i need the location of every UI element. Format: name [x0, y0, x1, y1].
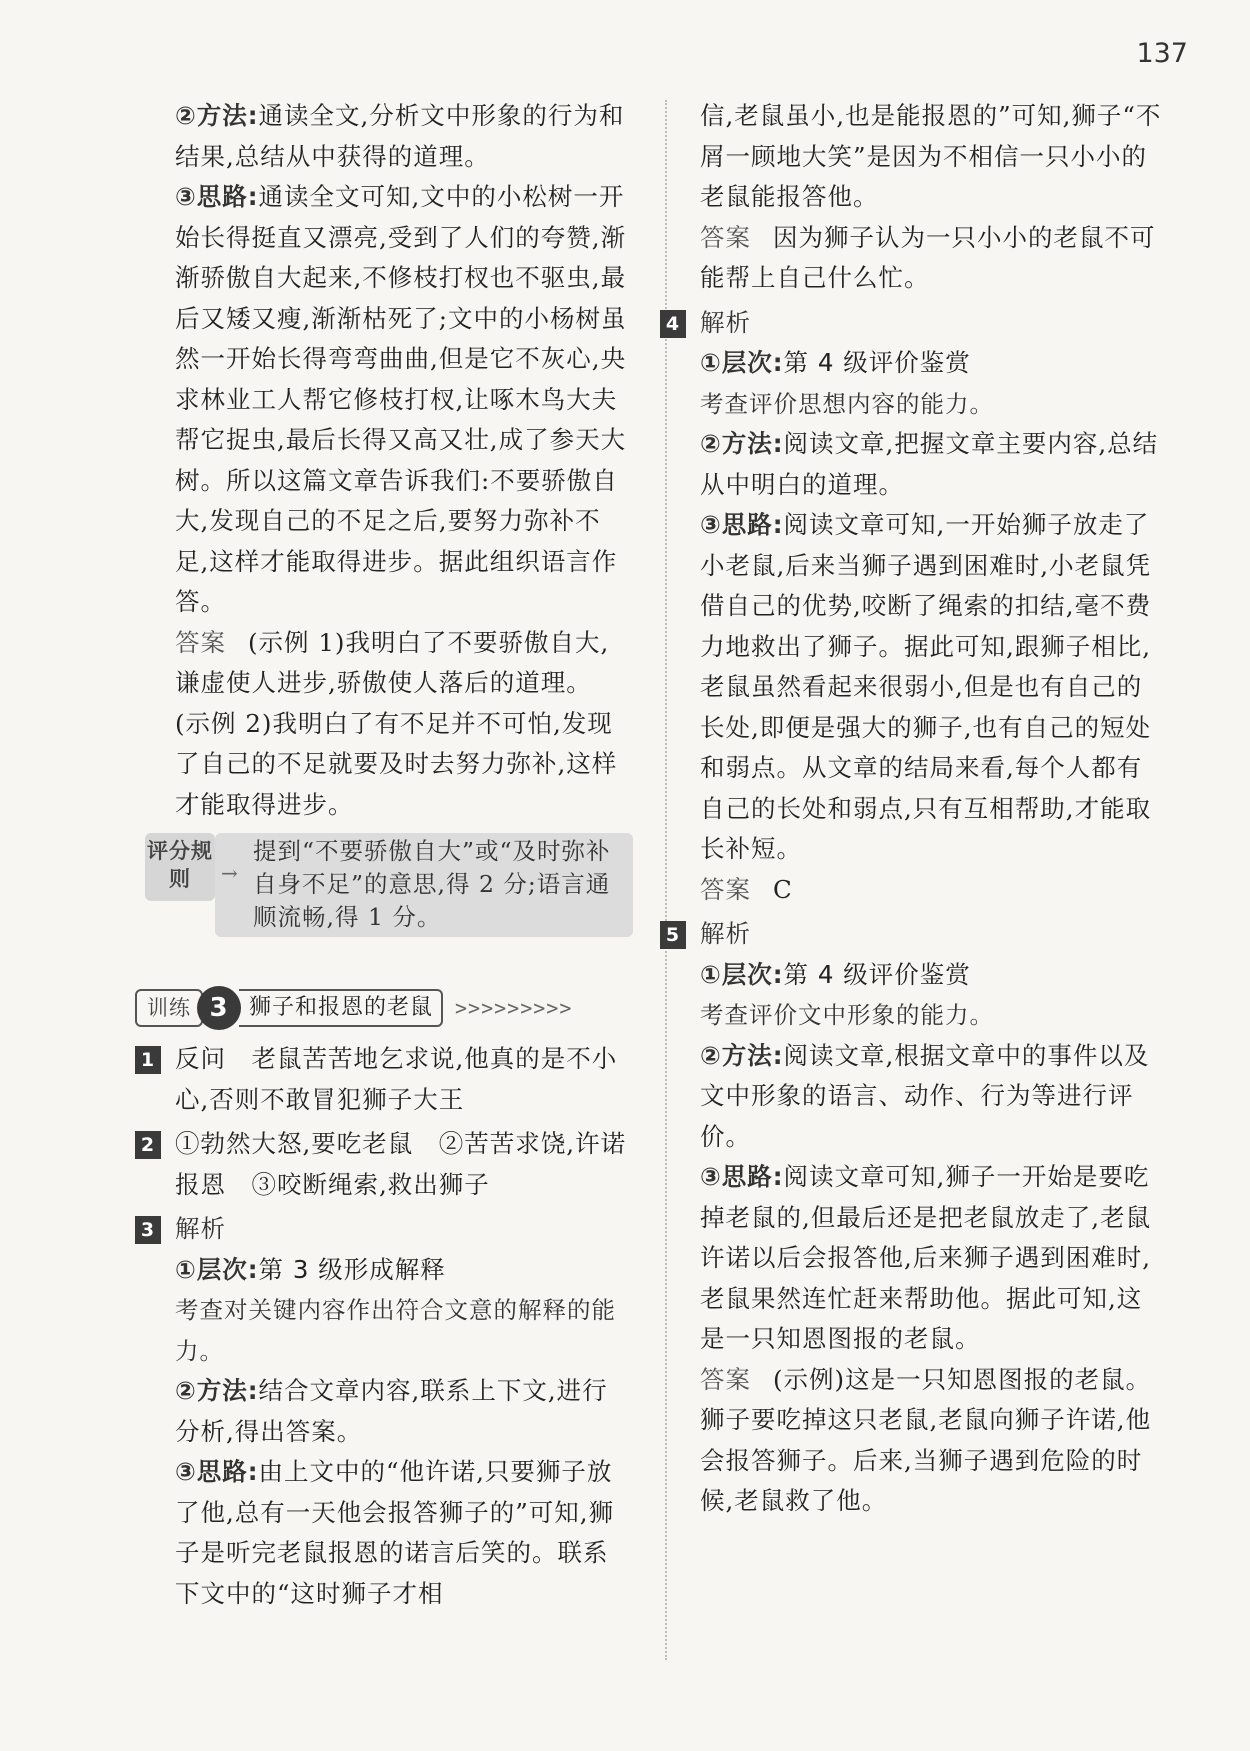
- training-header: [135, 985, 633, 1031]
- question-number-badge: 1: [135, 1046, 161, 1074]
- answer-text: C: [773, 874, 793, 904]
- idea-paragraph: [175, 177, 633, 623]
- method-label: ②方法:: [700, 429, 784, 458]
- method-label: ②方法:: [175, 101, 259, 130]
- method-text: 结合文章内容,联系上下文,进行分析,得出答案。: [175, 1376, 608, 1446]
- analysis-heading: 解析: [700, 919, 751, 948]
- analysis-heading: 解析: [700, 307, 751, 337]
- level-label: ①层次:: [700, 959, 784, 989]
- scoring-rule-text: 提到“不要骄傲自大”或“及时弥补自身不足”的意思,得 2 分;语言通顺流畅,得 1 分。: [215, 833, 633, 937]
- training-tag: 训练: [135, 989, 203, 1027]
- idea-continuation: 信,老鼠虽小,也是能报恩的”可知,狮子“不屑一顾地大笑”是因为不相信一只小小的老鼠能报答他。: [700, 101, 1162, 211]
- level-line: [700, 343, 1165, 384]
- method-paragraph: [700, 424, 1165, 505]
- answer-paragraph: [700, 1360, 1165, 1522]
- method-text: 阅读文章,根据文章中的事件以及文中形象的语言、动作、行为等进行评价。: [700, 1040, 1150, 1151]
- answer-example-1: (示例 1)我明白了不要骄傲自大,谦虚使人进步,骄傲使人落后的道理。: [175, 627, 610, 697]
- answer-example-2: (示例 2)我明白了有不足并不可怕,发现了自己的不足就要及时去努力弥补,这样才能取得进步。: [175, 708, 618, 819]
- method-text: 阅读文章,把握文章主要内容,总结从中明白的道理。: [700, 429, 1159, 499]
- method-label: ②方法:: [175, 1376, 259, 1405]
- question-number-badge: 2: [135, 1131, 161, 1159]
- idea-paragraph: [700, 505, 1165, 870]
- chevrons-icon: >>>>>>>>>: [455, 995, 573, 1020]
- question-number-badge: 3: [135, 1216, 161, 1244]
- answer-text: (示例)这是一只知恩图报的老鼠。狮子要吃掉这只老鼠,老鼠向狮子许诺,他会报答狮子。后来,当狮子遇到危险的时候,老鼠救了他。: [700, 1364, 1152, 1515]
- arrow-right-icon: →: [221, 861, 239, 885]
- idea-label: ③思路:: [700, 510, 784, 539]
- question-5-heading: [665, 914, 1165, 955]
- question-3-heading: [140, 1209, 633, 1250]
- answer-label: 答案: [700, 222, 751, 252]
- level-line: [700, 955, 1165, 996]
- method-text: 通读全文,分析文中形象的行为和结果,总结从中获得的道理。: [175, 101, 625, 171]
- level-text: 第 4 级评价鉴赏: [783, 959, 971, 989]
- idea-text: 由上文中的“他许诺,只要狮子放了他,总有一天他会报答狮子的”可知,狮子是听完老鼠报恩的诺言后笑的。联系下文中的“这时狮子才相: [175, 1457, 615, 1608]
- level-description: 考查对关键内容作出符合文意的解释的能力。: [175, 1296, 616, 1365]
- answer-text: 因为狮子认为一只小小的老鼠不可能帮上自己什么忙。: [700, 222, 1156, 292]
- question-number-badge: 4: [660, 310, 686, 338]
- idea-paragraph: [175, 1452, 633, 1614]
- page-number: 137: [1136, 38, 1188, 69]
- left-column: [140, 96, 633, 1614]
- level-text: 第 3 级形成解释: [258, 1254, 446, 1284]
- question-2: [140, 1124, 633, 1205]
- level-description: 考查评价思想内容的能力。: [700, 389, 994, 418]
- idea-label: ③思路:: [175, 1457, 259, 1486]
- question-1-text: 反问 老鼠苦苦地乞求说,他真的是不小心,否则不敢冒犯狮子大王: [175, 1044, 618, 1114]
- scoring-rule-box: [145, 833, 633, 937]
- answer-paragraph: [175, 623, 633, 704]
- idea-paragraph: [700, 1157, 1165, 1360]
- training-title: 狮子和报恩的老鼠: [239, 989, 443, 1027]
- level-text: 第 4 级评价鉴赏: [783, 348, 971, 377]
- method-paragraph: [175, 1371, 633, 1452]
- answer-paragraph: [700, 218, 1165, 299]
- training-number-badge: 3: [197, 986, 241, 1030]
- method-paragraph: [700, 1036, 1165, 1158]
- idea-text: 通读全文可知,文中的小松树一开始长得挺直又漂亮,受到了人们的夸赞,渐渐骄傲自大起来,不修枝打杈也不驱虫,最后又矮又瘦,渐渐枯死了;文中的小杨树虽然一开始长得弯弯曲曲,但是它不灰心,央求林业工人帮它修枝打杈,让啄木鸟大夫帮它捉虫,最后长得又高又壮,成了参天大树。所以这篇文章告诉我们:不要骄傲自大,发现自己的不足之后,要努力弥补不足,这样才能取得进步。据此组织语言作答。: [175, 182, 627, 616]
- idea-text: 阅读文章可知,狮子一开始是要吃掉老鼠的,但最后还是把老鼠放走了,老鼠许诺以后会报答他,后来狮子遇到困难时,老鼠果然连忙赶来帮助他。据此可知,这是一只知恩图报的老鼠。: [700, 1162, 1152, 1353]
- scoring-rule-tag: 评分规则: [145, 833, 215, 901]
- question-number-badge: 5: [660, 921, 686, 949]
- method-paragraph: [175, 96, 633, 177]
- level-line: [175, 1250, 633, 1291]
- answer-paragraph: [700, 870, 1165, 911]
- answer-label: 答案: [700, 1364, 751, 1394]
- idea-label: ③思路:: [700, 1162, 784, 1191]
- method-label: ②方法:: [700, 1040, 784, 1070]
- answer-label: 答案: [700, 874, 751, 904]
- idea-text: 阅读文章可知,一开始狮子放走了小老鼠,后来当狮子遇到困难时,小老鼠凭借自己的优势,咬断了绳索的扣结,毫不费力地救出了狮子。据此可知,跟狮子相比,老鼠虽然看起来很弱小,但是也有自己的长处,即便是强大的狮子,也有自己的短处和弱点。从文章的结局来看,每个人都有自己的长处和弱点,只有互相帮助,才能取长补短。: [700, 510, 1152, 863]
- question-2-text: ①勃然大怒,要吃老鼠 ②苦苦求饶,许诺报恩 ③咬断绳索,救出狮子: [175, 1129, 627, 1199]
- level-label: ①层次:: [700, 348, 784, 377]
- question-4-heading: [665, 303, 1165, 344]
- analysis-heading: 解析: [175, 1214, 226, 1243]
- answer-label: 答案: [175, 627, 226, 657]
- level-description: 考查评价文中形象的能力。: [700, 1001, 994, 1029]
- idea-label: ③思路:: [175, 182, 259, 211]
- right-column: [665, 96, 1165, 1522]
- level-label: ①层次:: [175, 1254, 259, 1284]
- question-1: [140, 1039, 633, 1120]
